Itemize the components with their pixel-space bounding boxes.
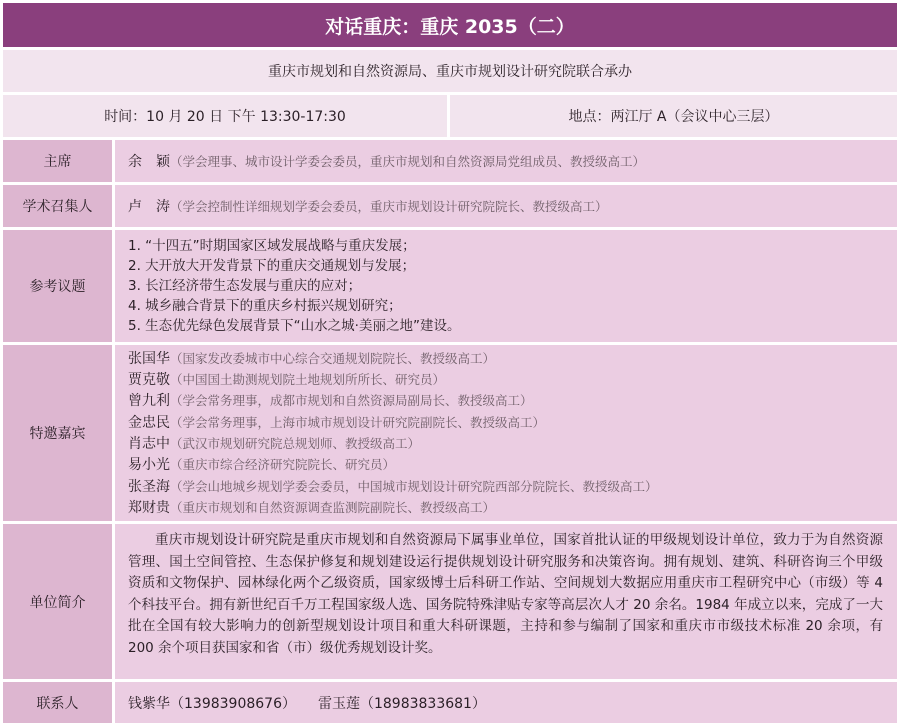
contacts-label: 联系人 (3, 682, 112, 723)
guest-note: （重庆市规划和自然资源调查监测院副院长、教授级高工） (170, 499, 496, 515)
guest-note: （学会常务理事，上海市城市规划设计研究院副院长、教授级高工） (170, 414, 546, 430)
guest-item (128, 454, 897, 475)
convener-content (115, 185, 897, 227)
time-location-row (3, 95, 897, 137)
contacts-list (115, 682, 897, 723)
guest-name: 张国华 (128, 350, 170, 367)
topics-list (115, 230, 897, 342)
convener-name: 卢 涛 (128, 199, 170, 215)
convener-row (3, 185, 897, 227)
guest-note: （学会常务理事，成都市规划和自然资源局副局长、教授级高工） (170, 393, 533, 409)
intro-label: 单位简介 (3, 524, 112, 679)
event-location: 地点：两江厅 A（会议中心三层） (450, 95, 897, 137)
contacts-row (3, 682, 897, 723)
guest-item (128, 412, 897, 433)
guest-note: （重庆市综合经济研究院院长、研究员） (170, 457, 396, 473)
guest-name: 张圣海 (128, 478, 170, 495)
topics-label: 参考议题 (3, 230, 112, 342)
guest-item (128, 433, 897, 454)
topic-item: 2. 大开放大开发背景下的重庆交通规划与发展； (128, 258, 416, 274)
guest-note: （武汉市规划研究院总规划师、教授级高工） (170, 436, 421, 451)
guest-item (128, 497, 897, 518)
guest-name: 郑财贵 (128, 499, 170, 516)
guests-label: 特邀嘉宾 (3, 345, 112, 521)
topic-item: 4. 城乡融合背景下的重庆乡村振兴规划研究； (128, 298, 402, 314)
intro-content (115, 524, 897, 679)
guest-item (128, 348, 897, 369)
topic-item: 5. 生态优先绿色发展背景下“山水之城·美丽之地”建设。 (128, 318, 461, 334)
guest-item (128, 390, 897, 411)
chair-label: 主席 (3, 140, 112, 182)
guest-note: （中国国土勘测规划院土地规划所所长、研究员） (170, 372, 446, 388)
intro-row (3, 524, 897, 679)
contact-item: 雷玉莲（18983833681） (317, 695, 486, 712)
guest-note: （学会山地城乡规划学委会委员，中国城市规划设计研究院西部分院院长、教授级高工） (170, 478, 658, 494)
convener-note: （学会控制性详细规划学委会委员，重庆市规划设计研究院院长、教授级高工） (170, 199, 608, 214)
guest-name: 曾九利 (128, 393, 170, 410)
guest-item (128, 476, 897, 497)
intro-text: 重庆市规划设计研究院是重庆市规划和自然资源局下属事业单位，国家首批认证的甲级规划设计单位，致力于为自然资源管理、国土空间管控、生态保护修复和规划建设运行提供规划设计研究服务和决策咨询。拥有规划、建筑、科研咨询三个甲级资质和文物保护、园林绿化两个乙级资质，国家级博士后科研工作站、空间规划大数据应用重庆市工程研究中心（市级）等 4 个科技平台。拥有新世纪百千万工程国家级人选、国务院特殊津贴专家等高层次人才 20 余名。1984 年成立以来，完成了一大批在全国有较大影响力的创新型规划设计项目和重大科研课题，主持和参与编制了国家和重庆市市级技术标准 20 余项，有 200 余个项目获国家和省（市）级优秀规划设计奖。 (128, 532, 883, 656)
guests-list (115, 345, 897, 521)
guest-name: 肖志中 (128, 436, 170, 452)
guest-name: 金忠民 (128, 414, 170, 431)
topics-row (3, 230, 897, 342)
guests-row (3, 345, 897, 521)
event-time: 时间：10 月 20 日 下午 13:30-17:30 (3, 95, 447, 137)
chair-row (3, 140, 897, 182)
chair-name: 余 颖 (128, 154, 170, 170)
guest-note: （国家发改委城市中心综合交通规划院院长、教授级高工） (170, 350, 496, 366)
contact-item: 钱紫华（13983908676） (128, 695, 296, 712)
organizer-line: 重庆市规划和自然资源局、重庆市规划设计研究院联合承办 (3, 50, 897, 92)
chair-note: （学会理事、城市设计学委会委员，重庆市规划和自然资源局党组成员、教授级高工） (170, 154, 646, 169)
page-title: 对话重庆：重庆 2035（二） (3, 3, 897, 47)
guest-name: 贾克敬 (128, 372, 170, 389)
topic-item: 3. 长江经济带生态发展与重庆的应对； (128, 278, 362, 294)
topic-item: 1. “十四五”时期国家区域发展战略与重庆发展； (128, 238, 416, 254)
chair-content (115, 140, 897, 182)
convener-label: 学术召集人 (3, 185, 112, 227)
guest-name: 易小光 (128, 457, 170, 474)
guest-item (128, 369, 897, 390)
